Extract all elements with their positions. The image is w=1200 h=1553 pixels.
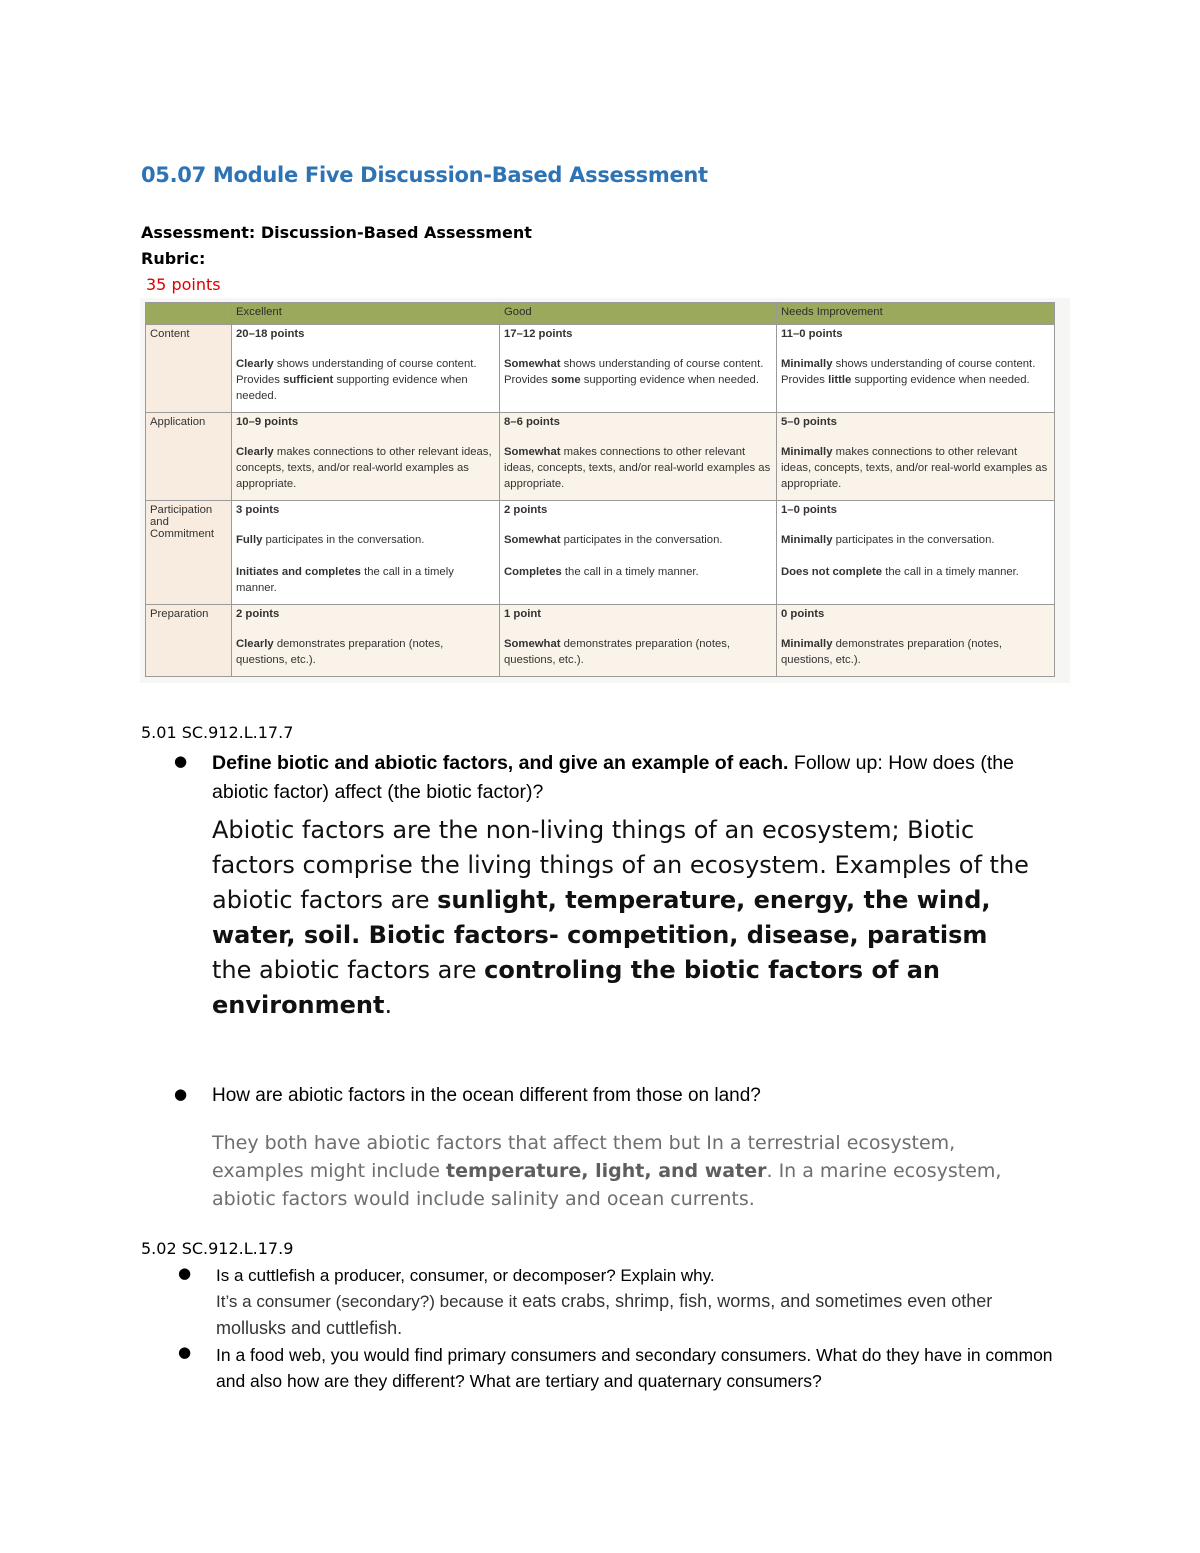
- section-heading: 5.02 SC.912.L.17.9: [141, 1239, 294, 1258]
- rubric-text: the call in a timely manner.: [236, 566, 454, 594]
- question-list: [174, 1083, 1072, 1213]
- list-item: [174, 1083, 1072, 1213]
- question-text: How are abiotic factors in the ocean different from those on land?: [212, 1085, 761, 1106]
- total-points: 35 points: [146, 275, 221, 294]
- rubric-text: participates in the conversation.: [262, 534, 425, 546]
- list-item: [174, 749, 1072, 1023]
- rubric-points: 5–0 points: [781, 416, 837, 428]
- answer-bold: sunlight, temperature, energy, the wind, water, soil. Biotic factors- competition, disease, paratism: [212, 886, 991, 949]
- rubric-emphasis: Initiates and completes: [236, 566, 361, 578]
- rubric-text: makes connections to other relevant ideas, concepts, texts, and/or real-world examples as appropriate.: [504, 446, 771, 490]
- question-list: [178, 1263, 1066, 1394]
- answer-part: .: [384, 991, 393, 1019]
- rubric-emphasis: Somewhat: [504, 446, 561, 458]
- rubric-text: shows understanding of course content. Provides: [504, 358, 764, 386]
- rubric-emphasis: Minimally: [781, 446, 833, 458]
- rubric-text: the call in a timely manner.: [882, 566, 1019, 578]
- rubric-table: [145, 302, 1055, 677]
- rubric-cell: [500, 325, 777, 413]
- answer-bold: controling the biotic factors of an environment: [212, 956, 941, 1019]
- rubric-label: Rubric:: [141, 249, 206, 268]
- rubric-description: [504, 356, 772, 388]
- rubric-description: [236, 532, 495, 548]
- rubric-header-cell: [146, 303, 232, 325]
- rubric-points: 17–12 points: [504, 328, 573, 340]
- rubric-emphasis: Fully: [236, 534, 263, 546]
- rubric-text: makes connections to other relevant ideas, concepts, texts, and/or real-world examples as appropriate.: [236, 446, 492, 490]
- rubric-description: [504, 564, 772, 580]
- rubric-description: [236, 444, 495, 492]
- rubric-emphasis: Completes: [504, 566, 562, 578]
- rubric-text: demonstrates preparation (notes, questions, etc.).: [781, 638, 1003, 666]
- rubric-emphasis: Does not complete: [781, 566, 883, 578]
- rubric-text: shows understanding of course content. Provides: [781, 358, 1036, 386]
- rubric-category: Application: [146, 413, 232, 501]
- rubric-header-cell: Excellent: [232, 303, 500, 325]
- rubric-cell: [232, 413, 500, 501]
- rubric-cell: [500, 605, 777, 677]
- rubric-cell: [232, 501, 500, 605]
- rubric-text: demonstrates preparation (notes, questions, etc.).: [236, 638, 444, 666]
- answer-text: [216, 1288, 1066, 1341]
- bullet-icon: ●: [178, 1264, 192, 1282]
- rubric-points: 8–6 points: [504, 416, 560, 428]
- rubric-text: shows understanding of course content. Provides: [236, 358, 477, 386]
- rubric-description: [504, 636, 772, 668]
- rubric-header-row: [146, 303, 1055, 325]
- rubric-cell: [777, 413, 1055, 501]
- rubric-text: participates in the conversation.: [832, 534, 995, 546]
- rubric-cell: [500, 501, 777, 605]
- rubric-emphasis: Somewhat: [504, 534, 561, 546]
- table-row: [146, 413, 1055, 501]
- answer-part: eats crabs, shrimp, fish, worms, and sometimes even other mollusks and cuttlefish.: [216, 1291, 993, 1338]
- answer-text: [212, 1129, 1042, 1213]
- answer-part: . In a marine ecosystem, abiotic factors would include salinity and ocean currents.: [212, 1160, 1002, 1210]
- rubric-cell: [777, 501, 1055, 605]
- rubric-category: Participation and Commitment: [146, 501, 232, 605]
- answer-part: They both have abiotic factors that affect them but In a terrestrial ecosystem, examples might include: [212, 1132, 956, 1182]
- rubric-header-cell: Good: [500, 303, 777, 325]
- rubric-points: 2 points: [504, 504, 548, 516]
- rubric-header-cell: Needs Improvement: [777, 303, 1055, 325]
- rubric-cell: [777, 605, 1055, 677]
- rubric-emphasis: Minimally: [781, 534, 833, 546]
- section-heading: 5.01 SC.912.L.17.7: [141, 723, 294, 742]
- bullet-icon: ●: [174, 1085, 188, 1103]
- rubric-category: Content: [146, 325, 232, 413]
- rubric-emphasis: Minimally: [781, 358, 833, 370]
- rubric-description: [236, 356, 495, 404]
- rubric-description: [504, 532, 772, 548]
- question-bold: Define biotic and abiotic factors, and give an example of each.: [212, 752, 789, 774]
- rubric-emphasis: sufficient: [283, 374, 334, 386]
- page-title: 05.07 Module Five Discussion-Based Assessment: [141, 163, 708, 187]
- answer-bold: temperature, light, and water: [445, 1160, 767, 1182]
- rubric-text: the call in a timely manner.: [561, 566, 699, 578]
- list-item: [178, 1342, 1066, 1394]
- rubric-description: [236, 564, 495, 596]
- rubric-description: [781, 564, 1050, 580]
- rubric-description: [781, 356, 1050, 388]
- answer-text: [212, 953, 1062, 1023]
- answer-part: the abiotic factors are: [212, 956, 485, 984]
- rubric-table-wrapper: [140, 298, 1070, 683]
- rubric-points: 20–18 points: [236, 328, 305, 340]
- rubric-points: 3 points: [236, 504, 280, 516]
- table-row: [146, 325, 1055, 413]
- table-row: [146, 501, 1055, 605]
- rubric-points: 11–0 points: [781, 328, 843, 340]
- rubric-category: Preparation: [146, 605, 232, 677]
- question-list: [174, 749, 1072, 1023]
- rubric-text: supporting evidence when needed.: [580, 374, 759, 386]
- rubric-description: [781, 532, 1050, 548]
- rubric-description: [781, 636, 1050, 668]
- rubric-text: supporting evidence when needed.: [851, 374, 1030, 386]
- rubric-text: makes connections to other relevant ideas, concepts, texts, and/or real-world examples as appropriate.: [781, 446, 1048, 490]
- question-rest: Follow up: How does (the abiotic factor) affect (the biotic factor)?: [212, 752, 1014, 803]
- rubric-cell: [232, 605, 500, 677]
- rubric-emphasis: Clearly: [236, 446, 274, 458]
- rubric-emphasis: Clearly: [236, 638, 274, 650]
- rubric-emphasis: Somewhat: [504, 638, 561, 650]
- rubric-points: 1–0 points: [781, 504, 837, 516]
- rubric-text: participates in the conversation.: [560, 534, 723, 546]
- rubric-emphasis: Clearly: [236, 358, 274, 370]
- answer-part: It’s a consumer (secondary?) because it: [216, 1292, 518, 1311]
- rubric-cell: [232, 325, 500, 413]
- rubric-text: supporting evidence when needed.: [236, 374, 468, 402]
- answer-text: [212, 813, 1062, 953]
- question-text: In a food web, you would find primary consumers and secondary consumers. What do they have in common and also how are they different? What are tertiary and quaternary consumers?: [216, 1345, 1053, 1391]
- rubric-points: 2 points: [236, 608, 280, 620]
- assessment-line: Assessment: Discussion-Based Assessment: [141, 223, 532, 242]
- rubric-emphasis: Minimally: [781, 638, 833, 650]
- rubric-cell: [777, 325, 1055, 413]
- rubric-description: [236, 636, 495, 668]
- answer-part: Abiotic factors are the non-living things of an ecosystem; Biotic factors comprise the living things of an ecosystem. Examples of the abiotic factors are: [212, 816, 1029, 914]
- question-text: Is a cuttlefish a producer, consumer, or decomposer? Explain why.: [216, 1266, 715, 1285]
- rubric-points: 1 point: [504, 608, 542, 620]
- rubric-description: [504, 444, 772, 492]
- question-text: [212, 749, 1072, 807]
- bullet-icon: ●: [174, 752, 188, 770]
- list-item: [178, 1263, 1066, 1341]
- rubric-emphasis: some: [551, 374, 581, 386]
- table-row: [146, 605, 1055, 677]
- rubric-description: [781, 444, 1050, 492]
- bullet-icon: ●: [178, 1343, 192, 1361]
- rubric-cell: [500, 413, 777, 501]
- rubric-emphasis: little: [828, 374, 852, 386]
- rubric-points: 0 points: [781, 608, 825, 620]
- rubric-text: demonstrates preparation (notes, questions, etc.).: [504, 638, 731, 666]
- rubric-points: 10–9 points: [236, 416, 299, 428]
- rubric-emphasis: Somewhat: [504, 358, 561, 370]
